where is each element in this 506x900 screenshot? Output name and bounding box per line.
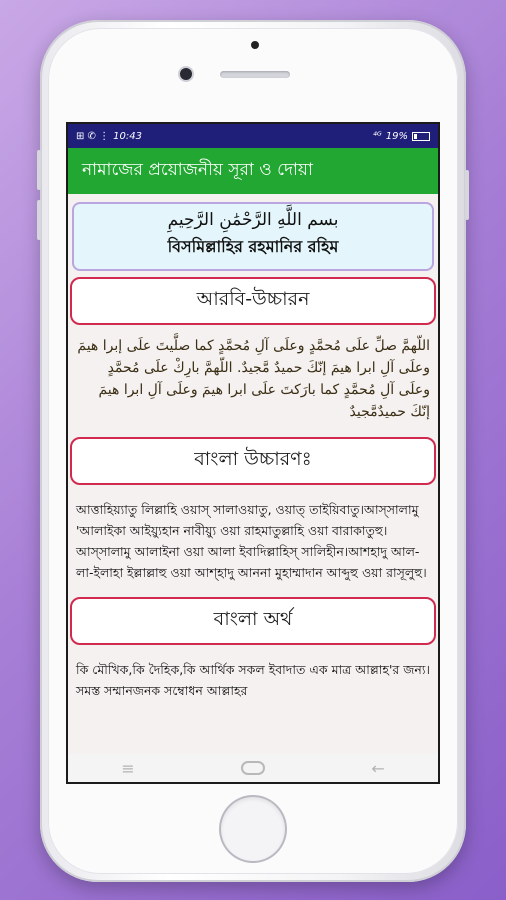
notification-icons: ⊞ ✆ ⋮ <box>76 130 110 142</box>
volume-button <box>37 150 41 190</box>
battery-icon <box>412 132 430 141</box>
power-button <box>465 170 469 220</box>
battery-percent: 19% <box>385 130 408 142</box>
status-bar <box>68 124 438 148</box>
app-title: নামাজের প্রয়োজনীয় সূরা ও দোয়া <box>82 160 313 180</box>
meaning-header: বাংলা অর্থ <box>70 597 436 645</box>
signal-icon: ⁴ᴳ <box>372 130 382 142</box>
bismillah-arabic: بسم اللَّهِ الرَّحْمَٰنِ الرَّحِيمِ <box>167 210 339 230</box>
sensor-icon <box>251 41 259 49</box>
bismillah-bangla: বিসমিল্লাহির রহমানির রহিম <box>167 237 339 256</box>
back-icon[interactable]: ← <box>371 758 385 778</box>
meaning-text: কি মৌখিক,কি দৈহিক,কি আর্থিক সকল ইবাদাত এক মাত্র আল্লাহ'র জন্য।সমস্ত সম্মানজনক সম্বোধন আল্লাহর <box>76 662 430 698</box>
bismillah-card <box>72 202 434 271</box>
arabic-section-header: আরবি-উচ্চারন <box>70 277 436 325</box>
volume-button <box>37 200 41 240</box>
content-scroll[interactable] <box>68 194 438 762</box>
arabic-dua-text: اللّهمَّ صلِّ علَى مُحمَّدٍ وعلَى آلِ مُحمَّدٍ كما صلَّيتَ علَى إبرا هيمَ وعلَى آلِ ابرا هيمَ إنّكَ حميدٌ مَّجيدٌ. اللّهمَّ بارِكْ علَى مُحمَّدٍ وعلَى آلِ مُحمَّدٍ كما بارَكتَ علَى ابرا هيمَ وعلَى آلِ ابرا هيمَ إنّكَ حميدٌمَّجيدٌ <box>77 338 430 420</box>
menu-icon[interactable]: ≡ <box>121 758 135 778</box>
app-screen <box>66 122 440 784</box>
front-camera-icon <box>180 68 192 80</box>
bangla-pron-text: আত্তাহিয়্যাতু লিল্লাহি ওয়াস্ সালাওয়াতু, ওয়াত্ তাইয়িবাতু।আস্সালামু 'আলাইকা আইয়্যুহান নাবীয়্যু ওয়া রাহমাতুল্লাহি ওয়া বারাকাতুহু।আস্সালামু আলাইনা ওয়া আলা ইবাদিল্লাহিস্ সালিহীন।আশহাদু আল-লা-ইলাহা ইল্লাল্লাহু ওয়া আশ্হাদু আননা মুহাম্মাদান আব্দুহু ওয়া রাসূলুহু। <box>76 502 427 580</box>
app-bar <box>68 148 438 194</box>
bangla-pron-header: বাংলা উচ্চারণঃ <box>70 437 436 485</box>
android-nav-bar <box>68 754 438 782</box>
earpiece-speaker <box>220 71 290 78</box>
status-time: 10:43 <box>113 130 142 142</box>
home-button[interactable] <box>221 797 285 861</box>
home-nav-icon[interactable] <box>241 761 265 775</box>
